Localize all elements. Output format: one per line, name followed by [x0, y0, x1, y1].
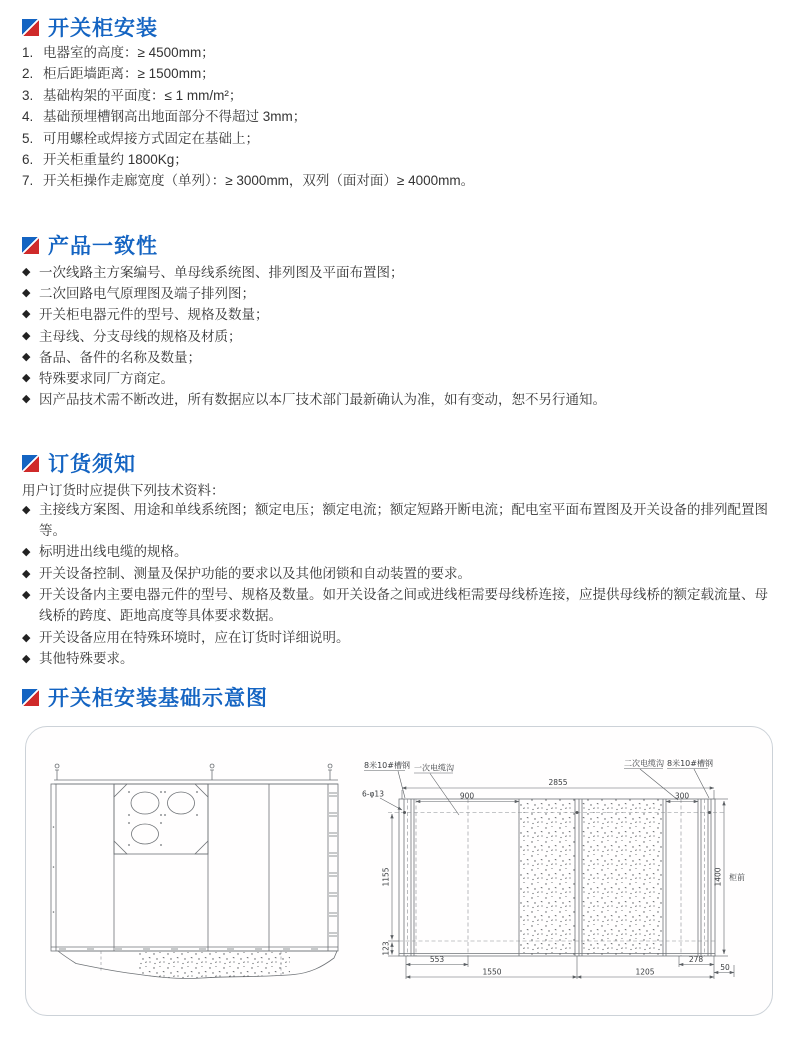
dim-2855: 2855 [548, 778, 568, 787]
item-text: 开关柜电器元件的型号、规格及数量； [39, 307, 269, 323]
section-header-installation [22, 12, 158, 42]
item-text: 开关柜重量约 1800Kg； [43, 152, 188, 168]
dim-553: 553 [429, 955, 445, 964]
item-text: 一次线路主方案编号、单母线系统图、排列图及平面布置图； [39, 265, 404, 280]
installation-list [22, 42, 778, 192]
item-number: 4. [22, 109, 34, 125]
item-text: 基础构架的平面度：≤ 1 mm/m²； [43, 87, 243, 103]
lifting-hook-icon [55, 764, 332, 780]
section-title: 产品一致性 [48, 235, 158, 258]
item-text: 其他特殊要求。 [39, 651, 134, 667]
item-number: 5. [22, 130, 34, 146]
cable-entry-plate [114, 784, 208, 854]
dim-123: 123 [381, 941, 391, 956]
list-item [22, 500, 778, 541]
item-text: 备品、备件的名称及数量； [39, 349, 201, 365]
item-text: 因产品技术需不断改进，所有数据应以本厂技术部门最新确认为准，如有变动，恕不另行通知。 [39, 392, 606, 408]
section-title: 订货须知 [48, 453, 136, 476]
diamond-bullet-icon: ◆ [22, 350, 31, 363]
item-text: 开关设备内主要电器元件的型号、规格及数量。如开关设备之间或进线柜需要母线桥连接，应提供母线桥的额定载流量、母线桥的跨度、距地高度等具体要求数据。 [39, 587, 768, 623]
bolt-holes-label: 6-φ13 [362, 789, 384, 799]
item-text: 开关柜操作走廊宽度（单列）：≥ 3000mm，双列（面对面）≥ 4000mm。 [43, 173, 475, 189]
list-item [22, 42, 778, 63]
list-item [22, 304, 778, 325]
item-number: 3. [22, 87, 34, 103]
section-header-ordering [22, 448, 136, 478]
cabinet-elevation-drawing [51, 764, 338, 979]
channel-steel-left-label: 8米10#槽钢 [364, 761, 410, 770]
dim-278: 278 [688, 955, 704, 964]
item-number: 7. [22, 173, 34, 189]
section-header-consistency [22, 230, 158, 260]
item-number: 1. [22, 45, 34, 60]
dim-1155: 1155 [381, 867, 391, 887]
diamond-bullet-icon: ◆ [22, 504, 31, 516]
dim-900: 900 [459, 791, 475, 801]
list-item [22, 128, 778, 149]
item-text: 标明进出线电缆的规格。 [39, 544, 188, 560]
secondary-trench-fill [583, 800, 663, 956]
section-marker-icon [22, 455, 39, 472]
item-text: 可用螺栓或焊接方式固定在基础上； [43, 130, 259, 146]
diamond-bullet-icon: ◆ [22, 393, 31, 406]
diamond-bullet-icon: ◆ [22, 266, 31, 278]
cabinet-front-label: 柜前 [729, 873, 745, 882]
list-item [22, 63, 778, 84]
item-number: 6. [22, 152, 34, 168]
list-item [22, 585, 778, 626]
section-title: 开关柜安装基础示意图 [48, 687, 268, 710]
diamond-bullet-icon: ◆ [22, 372, 31, 385]
diamond-bullet-icon: ◆ [22, 308, 31, 321]
diamond-bullet-icon: ◆ [22, 589, 31, 602]
list-item [22, 628, 778, 649]
section-header-foundation [22, 682, 268, 712]
dim-300: 300 [674, 791, 690, 801]
cable-hole [132, 824, 159, 844]
item-text: 二次回路电气原理图及端子排列图； [39, 286, 255, 302]
cable-hole [168, 792, 195, 814]
list-item [22, 85, 778, 106]
list-item [22, 170, 778, 191]
item-text: 主接线方案图、用途和单线系统图；额定电压；额定电流；额定短路开断电流；配电室平面布置图及开关设备的排列配置图等。 [39, 502, 768, 538]
dim-1400: 1400 [713, 867, 723, 887]
list-item [22, 262, 778, 283]
section-title: 开关柜安装 [48, 17, 158, 40]
list-item [22, 326, 778, 347]
section-marker-icon [22, 19, 39, 36]
dim-50: 50 [720, 963, 730, 972]
item-text: 柜后距墙距离：≥ 1500mm； [43, 66, 215, 82]
list-item [22, 564, 778, 585]
section-marker-icon [22, 689, 39, 706]
cable-hole [131, 792, 159, 814]
list-item [22, 649, 778, 670]
diamond-bullet-icon: ◆ [22, 567, 31, 580]
section-marker-icon [22, 237, 39, 254]
dim-1205: 1205 [635, 967, 655, 977]
primary-trench-fill [520, 800, 575, 956]
foundation-plan-drawing [388, 799, 726, 956]
diamond-bullet-icon: ◆ [22, 631, 31, 644]
consistency-list [22, 262, 778, 410]
foundation-diagram-panel [25, 726, 773, 1016]
diamond-bullet-icon: ◆ [22, 653, 31, 666]
list-item [22, 389, 778, 410]
item-text: 开关设备应用在特殊环境时，应在订货时详细说明。 [39, 629, 350, 645]
dim-1550: 1550 [482, 967, 502, 977]
item-text: 基础预埋槽钢高出地面部分不得超过 3mm； [43, 109, 307, 125]
diamond-bullet-icon: ◆ [22, 329, 31, 342]
diamond-bullet-icon: ◆ [22, 287, 31, 300]
primary-cable-trench-label: 一次电缆沟 [414, 763, 454, 773]
ordering-list [22, 500, 778, 671]
list-item [22, 542, 778, 563]
item-text: 主母线、分支母线的规格及材质； [39, 328, 242, 344]
channel-steel-right-label: 8米10#槽钢 [667, 759, 713, 768]
diamond-bullet-icon: ◆ [22, 546, 31, 559]
list-item [22, 347, 778, 368]
ordering-intro: 用户订货时应提供下列技术资料： [22, 483, 225, 498]
list-item [22, 106, 778, 127]
list-item [22, 283, 778, 304]
list-item [22, 368, 778, 389]
item-text: 电器室的高度：≥ 4500mm； [43, 45, 215, 60]
list-item [22, 149, 778, 170]
item-text: 特殊要求同厂方商定。 [39, 371, 174, 387]
foundation-diagram [26, 727, 772, 1015]
secondary-cable-trench-label: 二次电缆沟 [624, 759, 664, 768]
item-text: 开关设备控制、测量及保护功能的要求以及其他闭锁和自动装置的要求。 [39, 565, 471, 581]
item-number: 2. [22, 66, 34, 82]
